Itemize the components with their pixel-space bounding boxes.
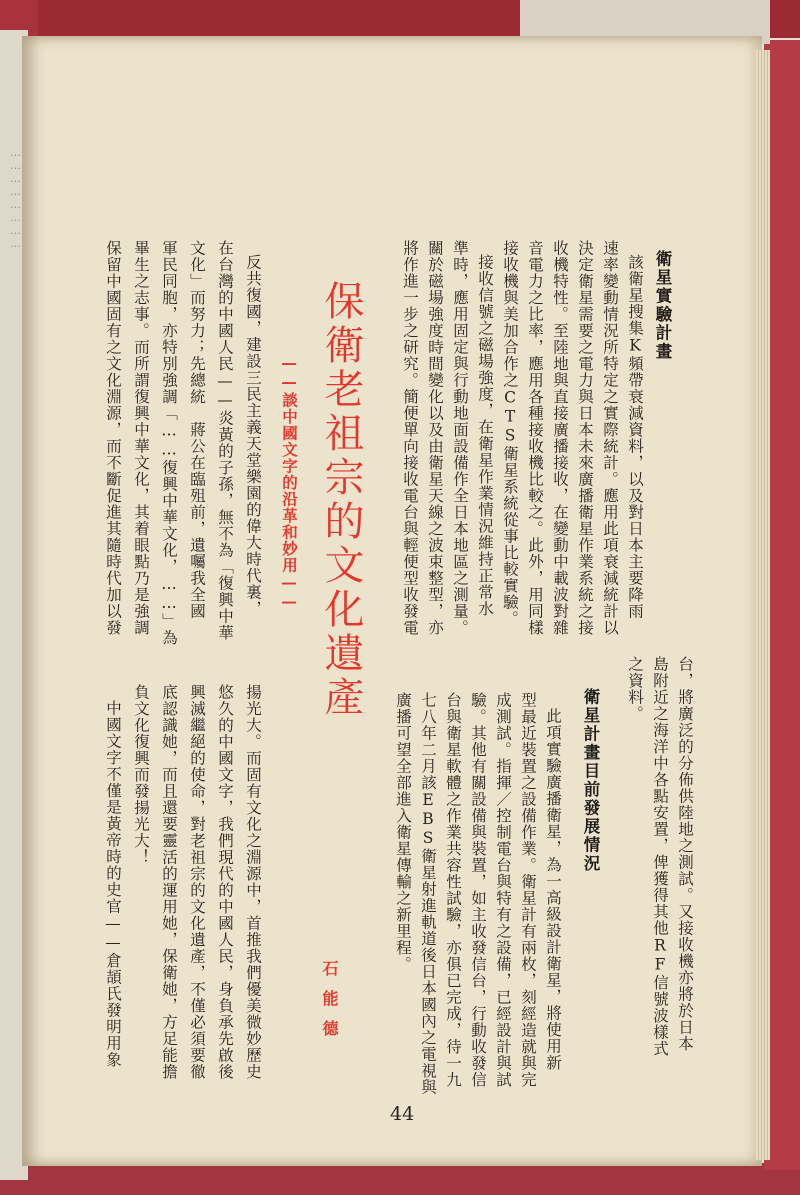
article-column: 畢生之志事。而所謂復興中華文化，其着眼點乃是強調 <box>132 240 150 636</box>
article-column: 悠久的中國文字，我們現代的中國人民，身負承先啟後 <box>216 684 234 1080</box>
article-subtitle: ——談中國文字的沿革和妙用—— <box>280 354 298 612</box>
text-column: 該衛星搜集K頻帶衰減資料，以及對日本主要降雨 <box>626 254 644 620</box>
text-column: 準時，應用固定與行動地面設備作全日本地區之測量。 <box>451 240 469 636</box>
article-column: 興滅繼絕的使命，對老祖宗的文化遺產，不僅必須要徹 <box>188 684 206 1080</box>
section-heading-satellite-experiment: 衛星實驗計畫 <box>653 250 672 361</box>
article-column: 揚光大。而固有文化之淵源中，首推我們優美微妙歷史 <box>244 684 262 1080</box>
text-column: 收機特性。至陸地與直接廣播接收，在變動中載波對雜 <box>551 240 569 636</box>
text-column: 接收信號之磁場強度，在衛星作業情況維持正常水 <box>476 254 494 617</box>
article-column: 反共復國，建設三民主義天堂樂園的偉大時代裏， <box>244 254 262 617</box>
text-column: 決定衛星需要之電力與日本未來廣播衛星作業系統之接 <box>576 240 594 636</box>
text-column: 接收機與美加合作之CTS衛星系統從事比較實驗。 <box>501 240 519 627</box>
page-number: 44 <box>390 1103 415 1125</box>
book-cover-bottom <box>0 1163 800 1195</box>
text-column: 成測試。指揮／控制電台與特有之設備，已經設計與試 <box>494 692 512 1088</box>
article-column: 文化」而努力；先總統 蔣公在臨殂前，遺囑我全國 <box>188 240 206 620</box>
article-column: 保留中國固有之文化淵源，而不斷促進其隨時代加以發 <box>104 240 122 636</box>
article-column: 軍民同胞，亦特別強調「……復興中華文化，……」為 <box>160 240 178 646</box>
article-column: 中國文字不僅是黃帝時的史官——倉頡氏發明用象 <box>104 700 122 1068</box>
text-column: 此項實驗廣播衛星，為一高級設計衛星，將使用新 <box>544 708 562 1071</box>
article-column: 底認識她，而且還要靈活的運用她，保衛她，方足能擔 <box>160 684 178 1080</box>
article-author: 石能德 <box>320 960 339 1050</box>
text-column: 廣播可望全部進入衛星傳輸之新里程。 <box>394 692 412 973</box>
text-column: 島附近之海洋中各點安置，俾獲得其他RF信號波樣式 <box>651 656 669 1057</box>
book-page <box>9 36 762 1166</box>
article-column: 負文化復興而發揚光大！ <box>132 684 150 866</box>
article-column: 在台灣的中國人民——炎黃的子孫，無不為「復興中華 <box>216 240 234 641</box>
text-column: 將作進一步之研究。簡便單向接收電台與輕便型收發電 <box>401 240 419 636</box>
text-column: 關於磁場強度時間變化以及由衛星天線之波束整型，亦 <box>426 240 444 636</box>
section-heading-current-status: 衛星計畫目前發展情況 <box>581 688 600 873</box>
page-stack-edge <box>756 50 770 1160</box>
previous-page-bleed: …………………… <box>9 146 22 250</box>
text-column: 台，將廣泛的分佈供陸地之測試。又接收機亦將於日本 <box>676 656 694 1052</box>
text-column: 音電力之比率，應用各種接收機比較之。此外，用同樣 <box>526 240 544 636</box>
text-column: 速率變動情況所特定之實際統計。應用此項衰減統計以 <box>601 240 619 636</box>
article-title: 保衛老祖宗的文化遺產 <box>318 280 364 720</box>
text-column: 型最近裝置之設備作業。衛星計有兩枚，刻經造就與完 <box>519 692 537 1088</box>
text-column: 台與衛星軟體之作業共容性試驗，亦俱已完成，待一九 <box>444 692 462 1088</box>
text-column: 七八年二月該EBS衛星射進軌道後日本國內之電視與 <box>419 692 437 1096</box>
text-column: 之資料。 <box>626 656 644 722</box>
text-column: 驗。其他有關設備與裝置，如主收發信台，行動收發信 <box>469 692 487 1088</box>
